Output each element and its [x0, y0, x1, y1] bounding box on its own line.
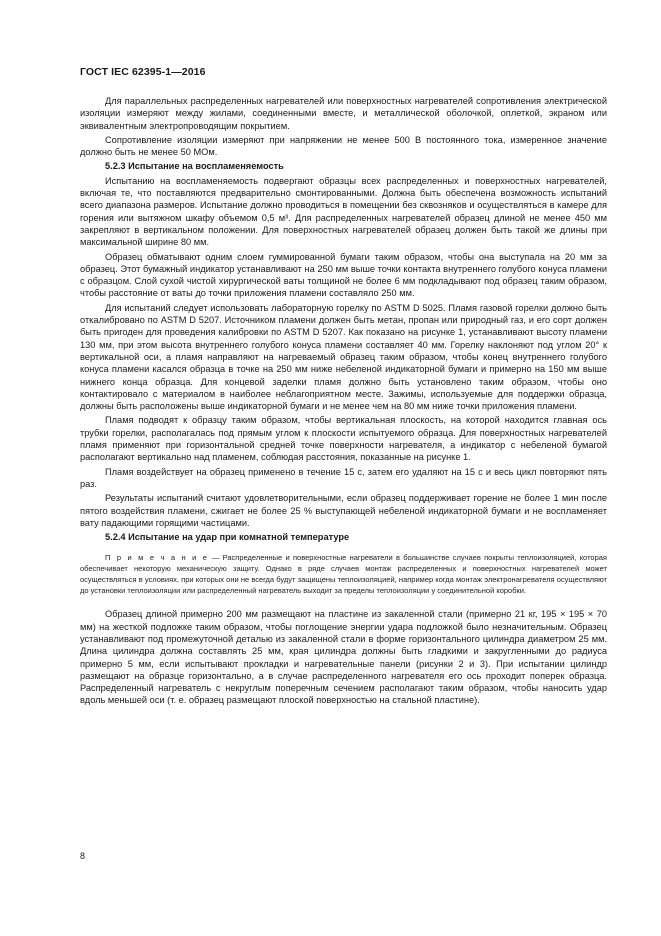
paragraph: Для испытаний следует использовать лабораторную горелку по ASTM D 5025. Пламя газовой горелки должно быть откалибровано по ASTM D 5207. Источником пламени должен быть метан, пропан или природный газ, и его сорт должен быть пригоден для проведения калибровки по ASTM D 5207. Как показано на рисунке 1, устанавливают высоту пламени 130 мм, при этом высота внутреннего голубого конуса пламени составляет 40 мм. Горелку наклоняют под углом 20° к вертикальной оси, а пламя направляют на нагреваемый образец таким образом, чтобы конец внутреннего голубого конуса пламени касался образца в точке на 250 мм ниже небеленой индикаторной бумаги и примерно на 150 мм выше нижнего конца образца. Для концевой заделки пламя должно быть установлено таким образом, чтобы оно контактировало с материалом в наиболее неблагоприятном месте. Зажимы, используемые для поддержки образца, должны быть расположены выше индикаторной бумаги и не менее чем на 80 мм ниже точки приложения пламени.	[80, 302, 607, 412]
paragraph: Сопротивление изоляции измеряют при напряжении не менее 500 В постоянного тока, измеренное значение должно быть не менее 50 МОм.	[80, 134, 607, 158]
page-number: 8	[80, 851, 86, 861]
document-body	[80, 95, 607, 709]
paragraph: Образец длиной примерно 200 мм размещают на пластине из закаленной стали (примерно 21 кг, 195 × 195 × 70 мм) на жесткой подложке таким образом, чтобы поглощение энергии удара подложкой было незначительным. Образец устанавливают под промежуточной деталью из закаленной стали в форме горизонтального цилиндра диаметром 25 мм. Длина цилиндра должна составлять 25 мм, края цилиндра должны быть гладкими и закругленными до радиуса примерно 5 мм, если испытывают прокладки и нагревательные панели (рисунки 2 и 3). При испытании цилиндр размещают на образце горизонтально, а в случае распределенного нагревателя его ось проходит поперек образца. Распределенный нагреватель с некруглым поперечным сечением располагают таким образом, чтобы наносить удар вдоль меньшей оси (т. е. образец размещают плоской поверхностью на стальной пластине).	[80, 609, 607, 706]
document-header: ГОСТ IEC 62395-1—2016	[80, 66, 206, 78]
paragraph: Пламя воздействует на образец применено в течение 15 с, затем его удаляют на 15 с и весь цикл повторяют пять раз.	[80, 466, 607, 489]
paragraph: Испытанию на воспламеняемость подвергают образцы всех распределенных и поверхностных нагревателей, включая те, что поставляются предварительно смонтированными. Должна быть обеспечена возможность испытаний всего диапазона размеров. Испытание должно проводиться в помещении без сквозняков и осуществляться в камере для горения или вытяжном шкафу объемом 0,5 м³. Для распределенных нагревателей образец длиной не менее 450 мм закрепляют в вертикальном положении. Для поверхностных нагревателей образец должен быть такой же длины при максимальной ширине 80 мм.	[80, 175, 607, 248]
paragraph: Для параллельных распределенных нагревателей или поверхностных нагревателей сопротивления электрической изоляции измеряют между жилами, соединенными вместе, и металлической оболочкой, оплеткой, экраном или эквивалентным электропроводящим покрытием.	[80, 96, 607, 131]
paragraph: Результаты испытаний считают удовлетворительными, если образец поддерживает горение не более 1 мин после пятого воздействия пламени, сжигает не более 25 % выступающей небеленой индикаторной бумаги и не воспламеняет вату падающими горящими частицами.	[80, 493, 607, 528]
note-text: — Распределенные и поверхностные нагреватели в большинстве случаев покрыты теплоизоляцией, которая обеспечивает некоторую механическую защиту. Однако в ряде случаев монтаж распределенных и поверхностных нагревателей может осуществляться в условиях, при которых они не всегда будут защищены теплоизоляцией, например когда монтаж электронагревателя осуществляют до установки теплоизоляции или распределенный нагреватель выходит за пределы теплоизоляции у соединительной коробки.	[80, 553, 607, 596]
section-heading: 5.2.4 Испытание на удар при комнатной температуре	[105, 532, 350, 543]
note-label: П р и м е ч а н и е	[105, 553, 209, 563]
paragraph: Образец обматывают одним слоем гуммированной бумаги таким образом, чтобы она выступала на 20 мм за образец. Этот бумажный индикатор устанавливают на 250 мм выше точки контакта внутреннего голубого конуса пламени с образцом. Слой сухой чистой хирургической ваты толщиной не более 6 мм подкладывают под образец таким образом, чтобы расстояние от ваты до точки приложения пламени составляло 250 мм.	[80, 251, 607, 299]
paragraph: Пламя подводят к образцу таким образом, чтобы вертикальная плоскость, на которой находится главная ось трубки горелки, располагалась под прямым углом к плоскости испытуемого образца. Для поверхностных нагревателей пламя применяют при горизонтальной средней точке поверхности нагревателя, а индикатор с небеленой бумагой располагают вертикально над пламенем, соблюдая расстояния, показанные на рисунке 1.	[80, 415, 607, 463]
section-heading: 5.2.3 Испытание на воспламеняемость	[105, 161, 284, 172]
note	[80, 552, 607, 596]
